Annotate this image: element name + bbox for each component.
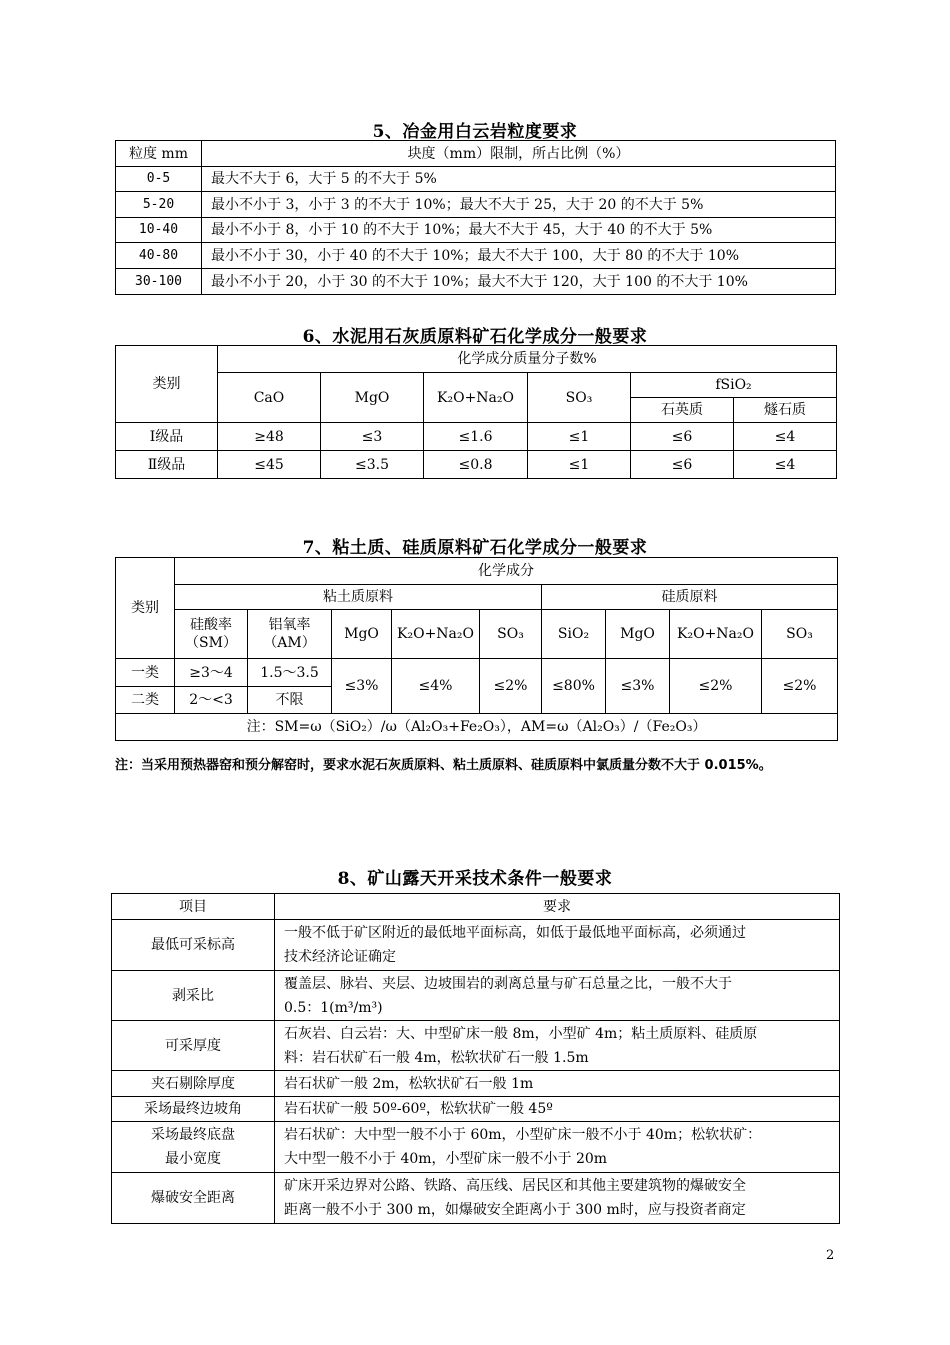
table7-sm-label: 硅酸率 bbox=[190, 617, 232, 633]
table7-cell-shared: ≤80% bbox=[542, 659, 606, 714]
table8-header-requirement: 要求 bbox=[275, 894, 840, 920]
table8-req-line: 一般不低于矿区附近的最低地平面标高，如低于最低地平面标高，必须通过 bbox=[284, 925, 746, 941]
table8-header-item: 项目 bbox=[112, 894, 275, 920]
table5-cell: 最小不小于 8，小于 10 的不大于 10%；最大不大于 45，大于 40 的不大于 5% bbox=[202, 218, 836, 243]
table6-col-fsio2: fSiO₂ bbox=[631, 373, 837, 398]
table5-cell: 最小不小于 30，小于 40 的不大于 10%；最大不大于 100，大于 80 的不大于 10% bbox=[202, 243, 836, 269]
table7-am-label: 铝氧率 bbox=[268, 617, 311, 633]
table8-req-line: 岩石状矿一般 2m，松软状矿石一般 1m bbox=[284, 1075, 534, 1092]
table8-requirement bbox=[275, 1122, 840, 1173]
note-label: 注： bbox=[115, 758, 142, 773]
table6-col-cao: CaO bbox=[218, 373, 321, 423]
table5-cell: 10-40 bbox=[116, 218, 202, 243]
table8-item-line: 采场最终底盘 bbox=[151, 1127, 235, 1143]
table6-row-label: Ⅰ级品 bbox=[116, 423, 218, 451]
table6-title: 6、水泥用石灰质原料矿石化学成分一般要求 bbox=[302, 327, 648, 347]
table5-cell: 30-100 bbox=[116, 269, 202, 295]
table7-group-header: 化学成分 bbox=[175, 558, 838, 585]
table5-cell: 40-80 bbox=[116, 243, 202, 269]
table6-cell: ≤4 bbox=[734, 451, 837, 479]
table8-item bbox=[112, 1173, 275, 1224]
table8-req-line: 料：岩石状矿石一般 4m，松软状矿石一般 1.5m bbox=[284, 1049, 589, 1066]
table8-requirement bbox=[275, 971, 840, 1021]
table7-col-clay-so3: SO₃ bbox=[480, 610, 542, 659]
table8-requirement bbox=[275, 1097, 840, 1122]
table6-cell: ≤1 bbox=[528, 451, 631, 479]
table7-silica-header: 硅质原料 bbox=[542, 585, 838, 610]
table8 bbox=[111, 893, 840, 1224]
table8-item bbox=[112, 1021, 275, 1071]
table5-cell: 0-5 bbox=[116, 167, 202, 192]
table8-item bbox=[112, 971, 275, 1021]
table8-req-line: 技术经济论证确定 bbox=[284, 949, 396, 965]
table7-row-label: 一类 bbox=[116, 659, 175, 687]
table5-cell: 最小不小于 3，小于 3 的不大于 10%；最大不大于 25，大于 20 的不大于 5% bbox=[202, 192, 836, 218]
table6-col-k2o-na2o: K₂O+Na₂O bbox=[424, 373, 528, 423]
table8-req-line: 岩石状矿一般 50º-60º，松软状矿一般 45º bbox=[284, 1101, 553, 1117]
table6-sub-flint: 燧石质 bbox=[734, 398, 837, 423]
table8-req-line: 大中型一般不小于 40m，小型矿床一般不小于 20m bbox=[284, 1151, 608, 1167]
table8-req-line: 0.5：1(m³/m³) bbox=[284, 999, 383, 1016]
table5 bbox=[115, 140, 836, 295]
table7-cell-am: 1.5～3.5 bbox=[248, 659, 332, 687]
table8-requirement bbox=[275, 920, 840, 971]
note-text: 当采用预热器窑和预分解窑时，要求水泥石灰质原料、粘土质原料、硅质原料中氯质量分数不大于 0.015%。 bbox=[141, 758, 772, 773]
table8-item-line: 夹石剔除厚度 bbox=[151, 1075, 235, 1092]
table8-item-line: 最小宽度 bbox=[165, 1151, 221, 1167]
table7-col-silica-mgo: MgO bbox=[606, 610, 670, 659]
table7-row-label: 二类 bbox=[116, 687, 175, 714]
table8-item-line: 最低可采标高 bbox=[151, 937, 235, 953]
table6-col-mgo: MgO bbox=[321, 373, 424, 423]
table6-cell: ≤3 bbox=[321, 423, 424, 451]
table5-header-limit: 块度（mm）限制，所占比例（%） bbox=[202, 141, 836, 167]
table8-req-line: 覆盖层、脉岩、夹层、边坡围岩的剥离总量与矿石总量之比，一般不大于 bbox=[284, 975, 732, 992]
table7-col-silica-sio2: SiO₂ bbox=[542, 610, 606, 659]
table6-cell: ≤6 bbox=[631, 451, 734, 479]
table7-col-silica-so3: SO₃ bbox=[762, 610, 838, 659]
table8-requirement bbox=[275, 1021, 840, 1071]
table8-req-line: 矿床开采边界对公路、铁路、高压线、居民区和其他主要建筑物的爆破安全 bbox=[284, 1178, 746, 1194]
table8-req-line: 石灰岩、白云岩：大、中型矿床一般 8m，小型矿 4m；粘土质原料、硅质原 bbox=[284, 1025, 758, 1042]
table7-col-am bbox=[248, 610, 332, 659]
page-number: 2 bbox=[826, 1248, 835, 1263]
table8-title: 8、矿山露天开采技术条件一般要求 bbox=[337, 869, 613, 889]
table6-category-header: 类别 bbox=[116, 346, 218, 423]
table7-col-silica-k2o-na2o: K₂O+Na₂O bbox=[670, 610, 762, 659]
table7-cell-sm: ≥3～4 bbox=[175, 659, 248, 687]
chlorine-note bbox=[115, 754, 772, 773]
table7-cell-shared: ≤3% bbox=[606, 659, 670, 714]
table7-col-sm bbox=[175, 610, 248, 659]
table7-clay-header: 粘土质原料 bbox=[175, 585, 542, 610]
table7-cell-sm: 2～<3 bbox=[175, 687, 248, 714]
table8-requirement bbox=[275, 1173, 840, 1224]
table5-cell: 最大不大于 6，大于 5 的不大于 5% bbox=[202, 167, 836, 192]
table7-cell-shared: ≤2% bbox=[762, 659, 838, 714]
table8-requirement bbox=[275, 1071, 840, 1097]
table8-item-line: 采场最终边坡角 bbox=[144, 1101, 242, 1117]
table7-category-header: 类别 bbox=[116, 558, 175, 659]
table7-sm-abbr: （SM） bbox=[185, 635, 237, 651]
table6-cell: ≤3.5 bbox=[321, 451, 424, 479]
table7-cell-shared: ≤3% bbox=[332, 659, 392, 714]
table6-col-so3: SO₃ bbox=[528, 373, 631, 423]
table8-req-line: 岩石状矿：大中型一般不小于 60m，小型矿床一般不小于 40m；松软状矿： bbox=[284, 1127, 762, 1143]
table8-item-line: 剥采比 bbox=[172, 987, 214, 1004]
table8-item bbox=[112, 920, 275, 971]
table6-row-label: Ⅱ级品 bbox=[116, 451, 218, 479]
table5-cell: 最小不小于 20，小于 30 的不大于 10%；最大不大于 120，大于 100 的不大于 10% bbox=[202, 269, 836, 295]
table5-header-size: 粒度 mm bbox=[116, 141, 202, 167]
table6-cell: ≤1.6 bbox=[424, 423, 528, 451]
table8-item bbox=[112, 1097, 275, 1122]
table8-item bbox=[112, 1071, 275, 1097]
table6-cell: ≤1 bbox=[528, 423, 631, 451]
table7-cell-am: 不限 bbox=[248, 687, 332, 714]
table8-item bbox=[112, 1122, 275, 1173]
table7-col-clay-k2o-na2o: K₂O+Na₂O bbox=[392, 610, 480, 659]
table8-req-line: 距离一般不小于 300 m，如爆破安全距离小于 300 m时，应与投资者商定 bbox=[284, 1202, 746, 1218]
table7-formula-note: 注：SM=ω（SiO₂）/ω（Al₂O₃+Fe₂O₃），AM=ω（Al₂O₃）/（Fe₂O₃） bbox=[116, 714, 838, 741]
table7 bbox=[115, 557, 838, 741]
table5-title: 5、冶金用白云岩粒度要求 bbox=[372, 122, 578, 142]
table6-cell: ≥48 bbox=[218, 423, 321, 451]
table6-cell: ≤45 bbox=[218, 451, 321, 479]
table7-cell-shared: ≤2% bbox=[670, 659, 762, 714]
table6-cell: ≤0.8 bbox=[424, 451, 528, 479]
table6-cell: ≤4 bbox=[734, 423, 837, 451]
table5-cell: 5-20 bbox=[116, 192, 202, 218]
table7-cell-shared: ≤4% bbox=[392, 659, 480, 714]
table6-sub-quartz: 石英质 bbox=[631, 398, 734, 423]
table8-item-line: 爆破安全距离 bbox=[151, 1190, 235, 1206]
table7-col-clay-mgo: MgO bbox=[332, 610, 392, 659]
table7-cell-shared: ≤2% bbox=[480, 659, 542, 714]
table7-title: 7、粘土质、硅质原料矿石化学成分一般要求 bbox=[302, 538, 648, 558]
table6-cell: ≤6 bbox=[631, 423, 734, 451]
table6-group-header: 化学成分质量分子数% bbox=[218, 346, 837, 373]
table8-item-line: 可采厚度 bbox=[165, 1037, 221, 1054]
table7-am-abbr: （AM） bbox=[263, 635, 316, 651]
table6 bbox=[115, 345, 837, 479]
